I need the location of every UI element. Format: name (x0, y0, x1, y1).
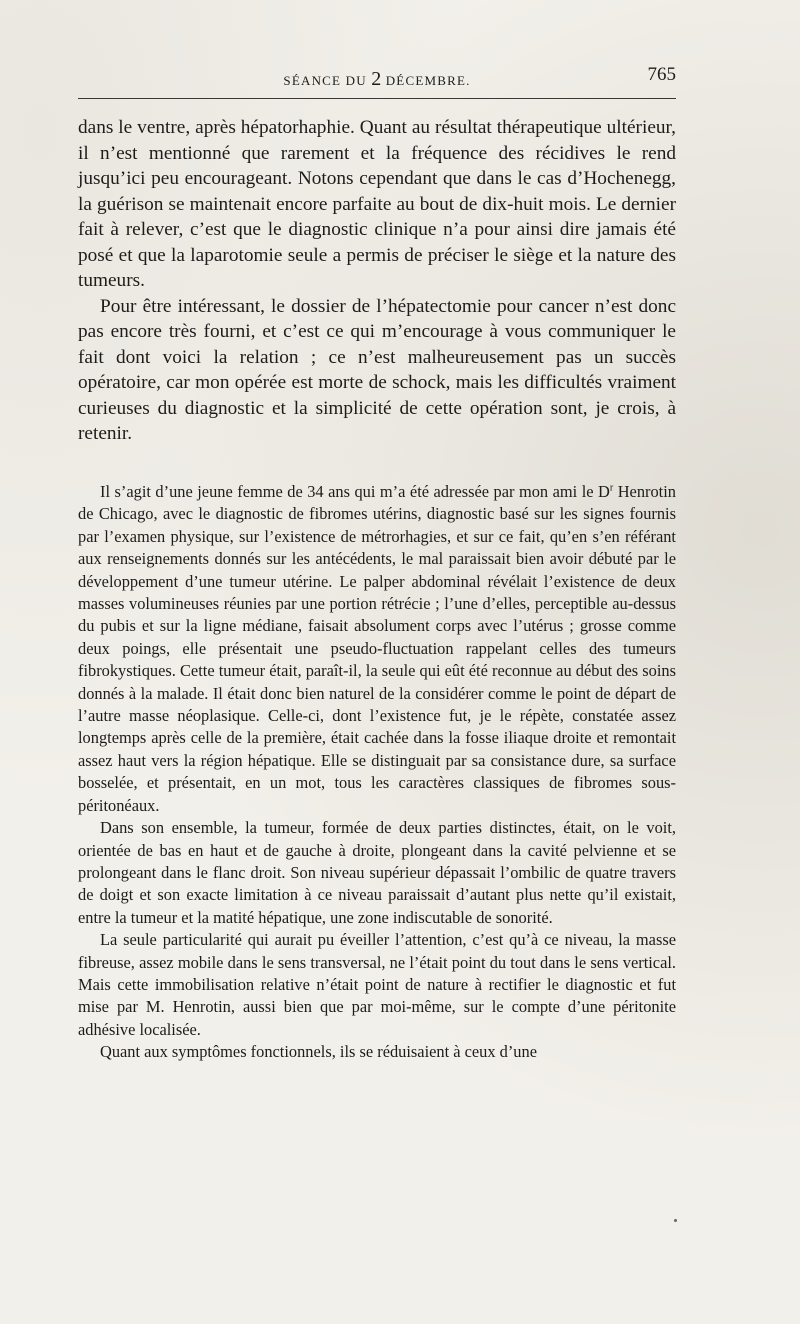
main-paragraph-2: Pour être intéressant, le dossier de l’hépatectomie pour cancer n’est donc pas encore très fourni, et c’est ce qui m’encourage à vous communiquer le fait dont voici la relation ; ce n’est malheureusement pas un succès opératoire, car mon opérée est morte de schock, mais les difficultés vraiment curieuses du diagnostic et la simplicité de cette opération sont, je crois, à retenir. (78, 295, 676, 444)
ink-speck (674, 1219, 677, 1222)
main-paragraph-1: dans le ventre, après hépatorhaphie. Quant au résultat thérapeutique ultérieur, il n’est mentionné que rarement et la fréquence des récidives le rend jusqu’ici peu encourageant. Notons cependant que dans le cas d’Hochenegg, la guérison se maintenait encore parfaite au bout de dix-huit mois. Le dernier fait à relever, c’est que le diagnostic clinique n’a pour ainsi dire jamais été posé et que la laparotomie seule a permis de préciser le siège et la nature des tumeurs. (78, 117, 676, 291)
case-paragraph-4: Quant aux symptômes fonctionnels, ils se réduisaient à ceux d’une (100, 1042, 537, 1062)
running-title (78, 68, 676, 91)
main-text (78, 115, 676, 447)
running-title-part1: SÉANCE DU (283, 73, 372, 88)
running-title-day: 2 (371, 68, 382, 90)
case-paragraph-2: Dans son ensemble, la tumeur, formée de deux parties distinctes, était, on le voit, orientée de bas en haut et de gauche à droite, plongeant dans la cavité pelvienne et se prolongeant dans le flanc droit. Son niveau supérieur dépassait l’ombilic de quatre travers de doigt et son exacte limitation à ce niveau paraissait d’autant plus nette qu’il existait, entre la tumeur et la matité hépatique, une zone indiscutable de sonorité. (78, 818, 676, 927)
case-report (78, 481, 676, 1064)
case-paragraph-1-rest: Henrotin de Chicago, avec le diagnostic de fibromes utérins, diagnostic basé sur les signes fournis par l’examen physique, sur l’existence de métrorhagies, et sur ce fait, qu’en s’en référant aux renseignements donnés sur les antécédents, le mal paraissait bien avoir débuté par le développement d’une tumeur utérine. Le palper abdominal révélait l’existence de deux masses volumineuses réunies par une portion rétrécie ; l’une d’elles, perceptible au-dessus du pubis et sur la ligne médiane, faisait absolument corps avec l’utérus ; grosse comme deux poings, elle présentait une pseudo-fluctuation rappelant celles des tumeurs fibrokystiques. Cette tumeur était, paraît-il, la seule qui eût été reconnue au début des soins donnés à la malade. Il était donc bien naturel de la considérer comme le point de départ de l’autre masse néoplasique. Celle-ci, dont l’existence fut, je le répète, constatée assez longtemps après celle de la première, était cachée dans la fosse iliaque droite et remontait assez haut vers la région hépatique. Elle se distinguait par sa consistance dure, sa surface bosselée, et présentait, en un mot, tous les caractères classiques de fibromes sous-péritonéaux. (78, 482, 676, 815)
header-rule (78, 98, 676, 99)
doctor-title-superscript: r (609, 482, 614, 494)
page-number: 765 (647, 64, 676, 85)
running-header (78, 64, 676, 88)
book-page (78, 0, 678, 1324)
case-paragraph-3: La seule particularité qui aurait pu éveiller l’attention, c’est qu’à ce niveau, la masse fibreuse, assez mobile dans le sens transversal, ne l’était point du tout dans le sens vertical. Mais cette immobilisation relative n’était point de nature à rectifier le diagnostic et fut mise par M. Henrotin, aussi bien que par moi-même, sur le compte d’une péritonite adhésive localisée. (78, 930, 676, 1039)
case-paragraph-1 (78, 481, 676, 817)
running-title-part2: DÉCEMBRE. (381, 73, 471, 88)
case-paragraph-1-start: Il s’agit d’une jeune femme de 34 ans qui m’a été adressée par mon ami le D (100, 482, 610, 501)
